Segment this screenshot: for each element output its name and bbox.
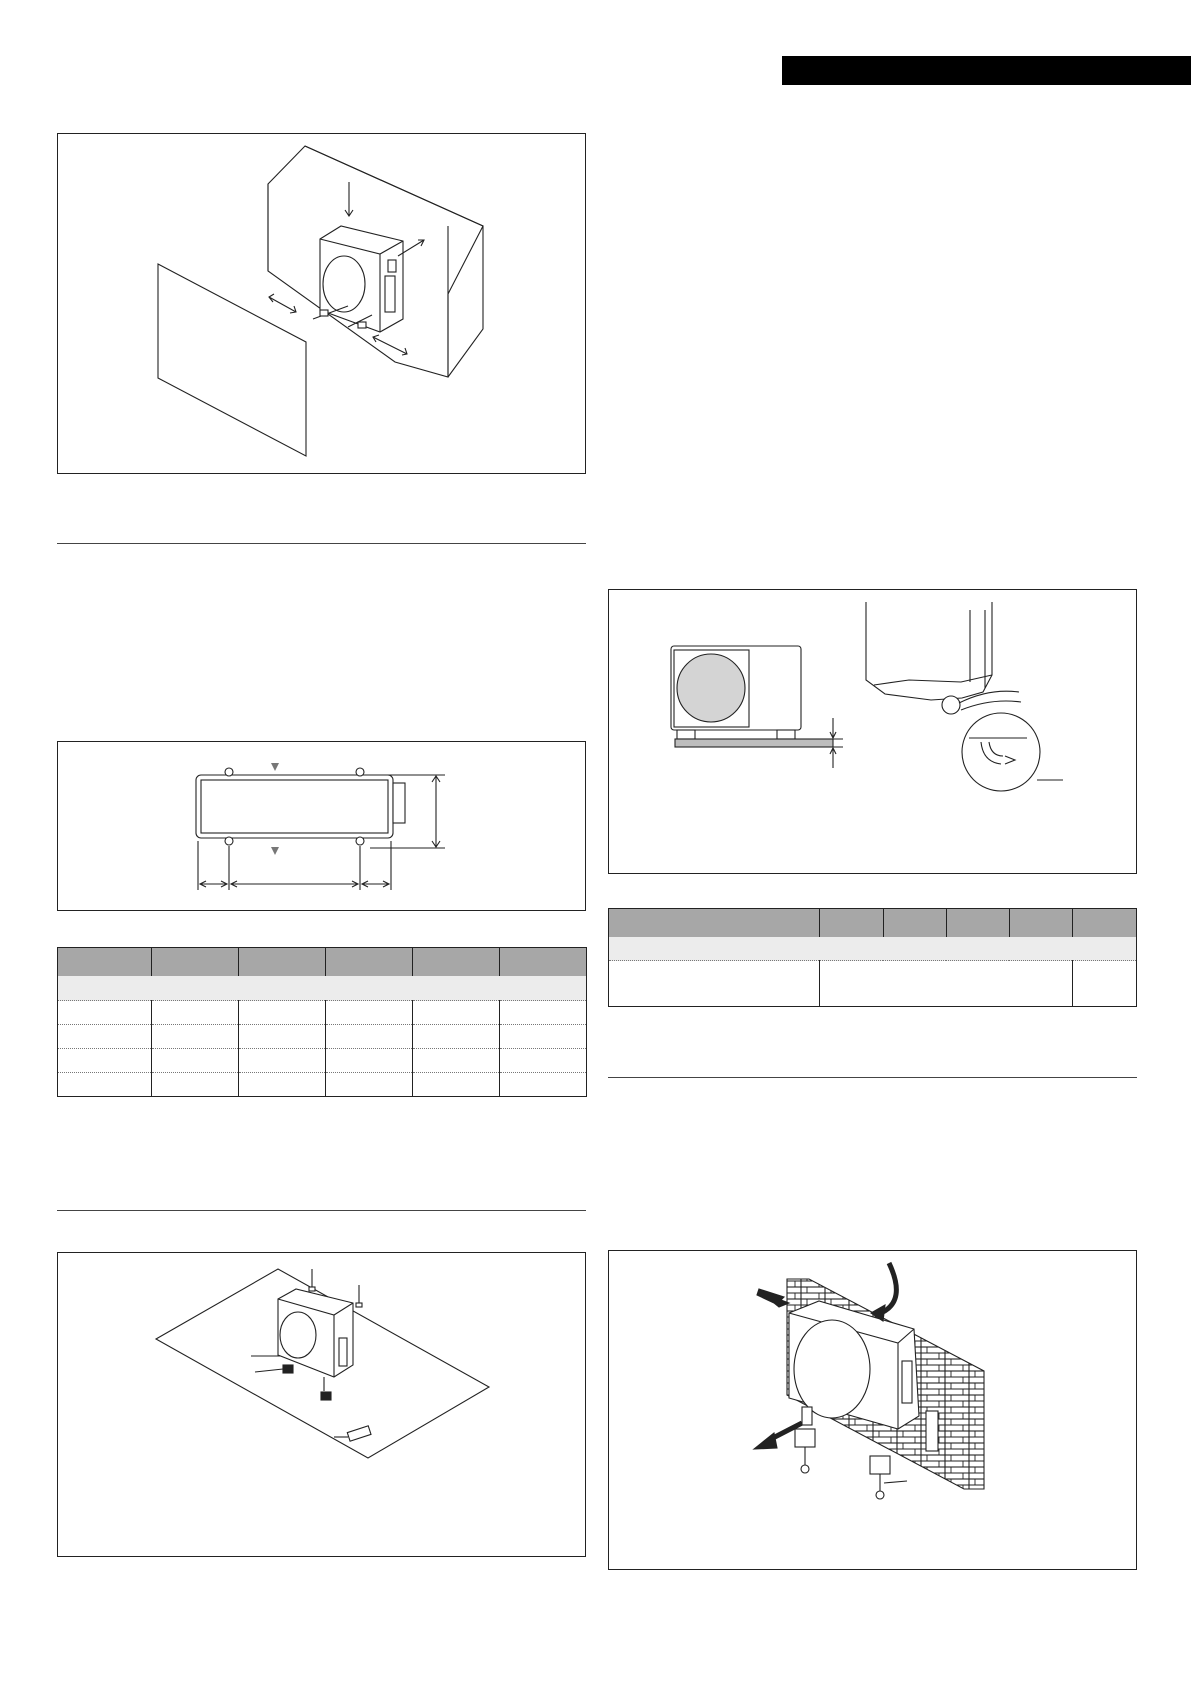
- table-row: [609, 961, 1137, 1007]
- table-cell: [58, 1049, 152, 1073]
- section-divider: [57, 543, 586, 544]
- table-cell: [239, 1025, 326, 1049]
- table-cell: [239, 1073, 326, 1097]
- dimensions-table: [57, 947, 587, 1097]
- table-header-cell: [326, 948, 413, 976]
- table-cell: [326, 1049, 413, 1073]
- table-band-cell: [609, 937, 1137, 961]
- table-header-cell: [820, 909, 883, 937]
- table-header-cell: [500, 948, 587, 976]
- table-cell: [500, 1001, 587, 1025]
- table-cell: [58, 1001, 152, 1025]
- table-cell: [1072, 961, 1136, 1007]
- table-band-cell: [58, 976, 587, 1001]
- floor-anchor-figure: [57, 1252, 586, 1557]
- table-cell: [326, 1025, 413, 1049]
- table-cell: [152, 1049, 239, 1073]
- header-bar: [782, 56, 1191, 85]
- table-cell: [413, 1073, 500, 1097]
- table-cell: [239, 1001, 326, 1025]
- table-band-row: [609, 937, 1137, 961]
- table-cell: [152, 1025, 239, 1049]
- table-cell: [500, 1025, 587, 1049]
- drain-drawing: [609, 590, 1138, 875]
- table-cell: [500, 1073, 587, 1097]
- drain-spec-table: [608, 908, 1137, 1007]
- table-header-cell: [946, 909, 1009, 937]
- table-header-cell: [239, 948, 326, 976]
- table-row: [58, 1073, 587, 1097]
- table-cell: [413, 1001, 500, 1025]
- table-row: [58, 1001, 587, 1025]
- table-cell: [326, 1073, 413, 1097]
- table-cell: [326, 1001, 413, 1025]
- table-cell: [413, 1025, 500, 1049]
- table-cell: [820, 961, 1072, 1007]
- wall-bracket-drawing: [609, 1251, 1138, 1571]
- table-cell: [239, 1049, 326, 1073]
- table-cell: [58, 1025, 152, 1049]
- table-row: [58, 1025, 587, 1049]
- table-cell: [58, 1073, 152, 1097]
- table-row: [58, 1049, 587, 1073]
- table-band-row: [58, 976, 587, 1001]
- table-header-cell: [1009, 909, 1072, 937]
- table-header-cell: [58, 948, 152, 976]
- table-cell: [500, 1049, 587, 1073]
- table-cell: [152, 1073, 239, 1097]
- footprint-drawing: [58, 742, 587, 912]
- table-header-cell: [609, 909, 820, 937]
- table-cell: [413, 1049, 500, 1073]
- table-header-cell: [413, 948, 500, 976]
- table-cell: [152, 1001, 239, 1025]
- drain-figure: [608, 589, 1137, 874]
- floor-anchor-drawing: [58, 1253, 587, 1558]
- clearance-figure: [57, 133, 586, 474]
- section-divider: [57, 1210, 586, 1211]
- table-header-cell: [1072, 909, 1136, 937]
- table-header-cell: [152, 948, 239, 976]
- table-header-row: [58, 948, 587, 976]
- section-divider: [608, 1077, 1137, 1078]
- table-cell: [609, 961, 820, 1007]
- table-header-row: [609, 909, 1137, 937]
- wall-bracket-figure: [608, 1250, 1137, 1570]
- clearance-drawing: [58, 134, 587, 475]
- table-header-cell: [883, 909, 946, 937]
- footprint-figure: [57, 741, 586, 911]
